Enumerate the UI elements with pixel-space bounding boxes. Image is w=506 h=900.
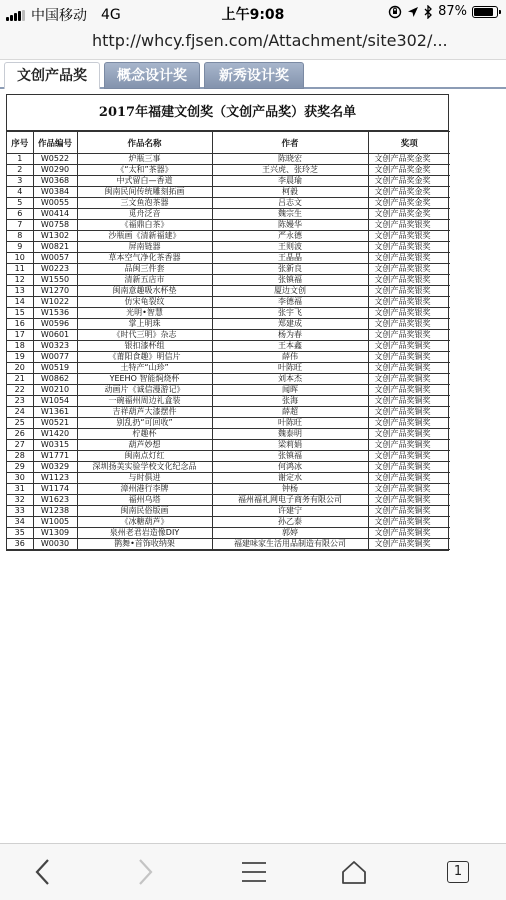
cell-author: 王兴虎、张玲芝 — [212, 165, 368, 176]
cell-index: 1 — [7, 154, 33, 165]
cell-award: 文创产品奖金奖 — [368, 209, 450, 220]
cell-author: 严永德 — [212, 231, 368, 242]
cell-index: 27 — [7, 440, 33, 451]
cell-work-id: W0522 — [33, 154, 77, 165]
cell-work-id: W1054 — [33, 396, 77, 407]
network-label: 4G — [101, 7, 121, 23]
cell-work-name: 草本空气净化茶香器 — [77, 253, 212, 264]
cell-award: 文创产品奖银奖 — [368, 275, 450, 286]
cell-index: 35 — [7, 528, 33, 539]
cell-author: 郭婷 — [212, 528, 368, 539]
table-row — [7, 429, 450, 440]
cell-author: 许建宁 — [212, 506, 368, 517]
header-work-id: 作品编号 — [33, 132, 77, 154]
cell-work-name: 深圳扬美实验学校文化纪念品 — [77, 462, 212, 473]
cell-work-name: 三文鱼泡茶器 — [77, 198, 212, 209]
battery-icon — [472, 6, 498, 18]
cell-work-id: W0315 — [33, 440, 77, 451]
table-row — [7, 341, 450, 352]
cell-award: 文创产品奖铜奖 — [368, 451, 450, 462]
cell-work-name: 漳州港行李牌 — [77, 484, 212, 495]
status-bar — [0, 0, 506, 26]
cell-index: 8 — [7, 231, 33, 242]
table-row — [7, 484, 450, 495]
cell-work-id: W1420 — [33, 429, 77, 440]
cell-index: 16 — [7, 319, 33, 330]
cell-work-id: W1309 — [33, 528, 77, 539]
cell-work-name: 动画片《诚信漫游记》 — [77, 385, 212, 396]
cell-author: 福州福礼网电子商务有限公司 — [212, 495, 368, 506]
forward-icon — [138, 858, 154, 886]
cell-award: 文创产品奖银奖 — [368, 297, 450, 308]
cell-index: 23 — [7, 396, 33, 407]
home-button[interactable] — [336, 856, 372, 888]
header-award: 奖项 — [368, 132, 450, 154]
cell-award: 文创产品奖铜奖 — [368, 517, 450, 528]
cell-award: 文创产品奖铜奖 — [368, 407, 450, 418]
cell-index: 36 — [7, 539, 33, 550]
cell-author: 刘本杰 — [212, 374, 368, 385]
cell-work-id: W0329 — [33, 462, 77, 473]
cell-work-name: 觅舟泛音 — [77, 209, 212, 220]
cell-work-id: W1361 — [33, 407, 77, 418]
tab-new-talent-design[interactable]: 新秀设计奖 — [204, 62, 304, 89]
cell-index: 25 — [7, 418, 33, 429]
location-icon — [407, 6, 419, 18]
cell-work-id: W0821 — [33, 242, 77, 253]
tabs-button[interactable] — [440, 856, 476, 888]
cell-author: 薛超 — [212, 407, 368, 418]
cell-author: 王则波 — [212, 242, 368, 253]
menu-button[interactable] — [236, 856, 272, 888]
site-tab-bar — [0, 61, 506, 89]
cell-author: 王本鑫 — [212, 341, 368, 352]
table-row — [7, 297, 450, 308]
cell-author: 张镇福 — [212, 451, 368, 462]
cell-work-name: 鹊舞•首饰收纳架 — [77, 539, 212, 550]
cell-work-id: W0519 — [33, 363, 77, 374]
cell-index: 22 — [7, 385, 33, 396]
cell-work-name: 银扣漆杯组 — [77, 341, 212, 352]
cell-index: 14 — [7, 297, 33, 308]
table-row — [7, 154, 450, 165]
cell-index: 2 — [7, 165, 33, 176]
table-row — [7, 209, 450, 220]
cell-work-id: W1123 — [33, 473, 77, 484]
clock: 上午9:08 — [221, 7, 285, 23]
table-row — [7, 253, 450, 264]
cell-work-name: 品闽三件套 — [77, 264, 212, 275]
cell-award: 文创产品奖银奖 — [368, 330, 450, 341]
table-row — [7, 495, 450, 506]
cell-award: 文创产品奖银奖 — [368, 231, 450, 242]
table-row — [7, 462, 450, 473]
cell-work-id: W0521 — [33, 418, 77, 429]
cell-work-id: W0758 — [33, 220, 77, 231]
cell-award: 文创产品奖铜奖 — [368, 484, 450, 495]
bluetooth-icon — [424, 5, 433, 19]
cell-index: 28 — [7, 451, 33, 462]
table-row — [7, 528, 450, 539]
cell-award: 文创产品奖铜奖 — [368, 462, 450, 473]
browser-toolbar — [0, 843, 506, 900]
cell-author: 郑建成 — [212, 319, 368, 330]
cell-work-name: 泉州老君岩造像DIY — [77, 528, 212, 539]
cell-author: 孙乙泰 — [212, 517, 368, 528]
table-row — [7, 517, 450, 528]
cell-award: 文创产品奖铜奖 — [368, 539, 450, 550]
table-row — [7, 242, 450, 253]
cell-work-id: W0055 — [33, 198, 77, 209]
cell-work-id: W0210 — [33, 385, 77, 396]
cell-index: 19 — [7, 352, 33, 363]
cell-work-name: 闽南意趣吸水杯垫 — [77, 286, 212, 297]
cell-index: 9 — [7, 242, 33, 253]
table-body — [7, 154, 450, 550]
cell-index: 6 — [7, 209, 33, 220]
menu-icon — [241, 861, 267, 883]
table-row — [7, 451, 450, 462]
cell-work-id: W1238 — [33, 506, 77, 517]
cell-index: 18 — [7, 341, 33, 352]
cell-work-id: W1550 — [33, 275, 77, 286]
cell-work-name: YEEHO 智能焖烧杯 — [77, 374, 212, 385]
cell-award: 文创产品奖银奖 — [368, 220, 450, 231]
cell-award: 文创产品奖金奖 — [368, 187, 450, 198]
cell-author: 王晶晶 — [212, 253, 368, 264]
cell-author: 陈嫚华 — [212, 220, 368, 231]
cell-index: 10 — [7, 253, 33, 264]
cell-author: 厦边文创 — [212, 286, 368, 297]
cell-index: 3 — [7, 176, 33, 187]
table-row — [7, 407, 450, 418]
cell-work-id: W1536 — [33, 308, 77, 319]
header-index: 序号 — [7, 132, 33, 154]
table-row — [7, 187, 450, 198]
cell-index: 21 — [7, 374, 33, 385]
table-row — [7, 176, 450, 187]
cell-index: 12 — [7, 275, 33, 286]
cell-author: 李德福 — [212, 297, 368, 308]
cell-index: 24 — [7, 407, 33, 418]
cell-work-id: W0057 — [33, 253, 77, 264]
cell-work-name: 中式留白—香道 — [77, 176, 212, 187]
cell-work-name: 光明•智慧 — [77, 308, 212, 319]
cell-author: 张海 — [212, 396, 368, 407]
cell-author: 叶陈旺 — [212, 418, 368, 429]
cell-work-name: 葫芦妙想 — [77, 440, 212, 451]
cell-work-name: 《“太和”茶器》 — [77, 165, 212, 176]
cell-work-name: 闽南民间传统雕刻拓画 — [77, 187, 212, 198]
cell-award: 文创产品奖铜奖 — [368, 396, 450, 407]
cell-award: 文创产品奖铜奖 — [368, 495, 450, 506]
cell-work-name: 仿宋龟裂纹 — [77, 297, 212, 308]
orientation-lock-icon — [388, 5, 402, 19]
cell-award: 文创产品奖铜奖 — [368, 352, 450, 363]
cell-author: 魏宗生 — [212, 209, 368, 220]
cell-award: 文创产品奖银奖 — [368, 242, 450, 253]
cell-work-id: W1022 — [33, 297, 77, 308]
cell-index: 13 — [7, 286, 33, 297]
cell-award: 文创产品奖银奖 — [368, 286, 450, 297]
cell-award: 文创产品奖银奖 — [368, 253, 450, 264]
cell-work-id: W0223 — [33, 264, 77, 275]
table-row — [7, 418, 450, 429]
cell-work-id: W0601 — [33, 330, 77, 341]
cell-award: 文创产品奖铜奖 — [368, 374, 450, 385]
table-row — [7, 363, 450, 374]
table-row — [7, 374, 450, 385]
cell-work-name: 《福鼎白茶》 — [77, 220, 212, 231]
cell-work-id: W0862 — [33, 374, 77, 385]
cell-award: 文创产品奖金奖 — [368, 198, 450, 209]
cell-author: 李晨瑜 — [212, 176, 368, 187]
cell-award: 文创产品奖银奖 — [368, 319, 450, 330]
cell-award: 文创产品奖铜奖 — [368, 418, 450, 429]
cell-award: 文创产品奖金奖 — [368, 176, 450, 187]
cell-work-id: W1270 — [33, 286, 77, 297]
cell-work-name: 柠趣杯 — [77, 429, 212, 440]
cell-work-name: 福州乌塔 — [77, 495, 212, 506]
cell-work-name: 屏南链器 — [77, 242, 212, 253]
battery-percent: 87% — [438, 4, 467, 19]
cell-award: 文创产品奖铜奖 — [368, 528, 450, 539]
cell-index: 32 — [7, 495, 33, 506]
table-row — [7, 352, 450, 363]
tab-concept-design[interactable]: 概念设计奖 — [104, 62, 200, 89]
table-row — [7, 473, 450, 484]
cell-work-name: 《冰糖葫芦》 — [77, 517, 212, 528]
cell-index: 11 — [7, 264, 33, 275]
cell-work-id: W0323 — [33, 341, 77, 352]
cell-work-name: 与时俱进 — [77, 473, 212, 484]
cell-work-name: 炉瓶三事 — [77, 154, 212, 165]
url-text[interactable]: http://whcy.fjsen.com/Attachment/site302/... — [92, 31, 448, 50]
cell-work-id: W0414 — [33, 209, 77, 220]
header-author: 作者 — [212, 132, 368, 154]
cell-work-name: 沙瓶画《清新福建》 — [77, 231, 212, 242]
tab-wenchuang-product[interactable]: 文创产品奖 — [4, 62, 100, 89]
table-row — [7, 539, 450, 550]
status-right — [388, 4, 498, 19]
cell-work-id: W0030 — [33, 539, 77, 550]
cell-work-id: W0368 — [33, 176, 77, 187]
table-row — [7, 165, 450, 176]
document-title: 2017年福建文创奖（文创产品奖）获奖名单 — [7, 95, 448, 131]
cell-index: 30 — [7, 473, 33, 484]
cell-author: 陈晓宏 — [212, 154, 368, 165]
cell-index: 17 — [7, 330, 33, 341]
cell-award: 文创产品奖金奖 — [368, 165, 450, 176]
cell-index: 26 — [7, 429, 33, 440]
cell-work-id: W0384 — [33, 187, 77, 198]
award-table — [7, 131, 450, 550]
table-header-row — [7, 132, 450, 154]
table-row — [7, 308, 450, 319]
cell-work-id: W1174 — [33, 484, 77, 495]
cell-author: 张新良 — [212, 264, 368, 275]
cell-author: 吕志文 — [212, 198, 368, 209]
cell-award: 文创产品奖铜奖 — [368, 440, 450, 451]
cell-work-id: W1302 — [33, 231, 77, 242]
cell-index: 7 — [7, 220, 33, 231]
address-bar[interactable] — [0, 26, 506, 60]
table-row — [7, 198, 450, 209]
cell-work-id: W0596 — [33, 319, 77, 330]
cell-work-id: W0290 — [33, 165, 77, 176]
cell-author: 谢定水 — [212, 473, 368, 484]
cell-work-name: 一碗福州周边礼盒装 — [77, 396, 212, 407]
table-row — [7, 440, 450, 451]
cell-work-name: 闽南点灯红 — [77, 451, 212, 462]
cell-work-name: 掌上明珠 — [77, 319, 212, 330]
table-row — [7, 286, 450, 297]
cell-work-name: 闽南民俗版画 — [77, 506, 212, 517]
home-icon — [341, 859, 367, 885]
cell-author: 张宇飞 — [212, 308, 368, 319]
cell-award: 文创产品奖铜奖 — [368, 506, 450, 517]
table-row — [7, 231, 450, 242]
cell-author: 张镇福 — [212, 275, 368, 286]
table-row — [7, 220, 450, 231]
cell-index: 34 — [7, 517, 33, 528]
cell-work-name: 别乱扔“可回收” — [77, 418, 212, 429]
table-row — [7, 319, 450, 330]
cell-author: 柯毅 — [212, 187, 368, 198]
cell-author: 叶陈旺 — [212, 363, 368, 374]
cell-index: 4 — [7, 187, 33, 198]
cell-author: 魏泰明 — [212, 429, 368, 440]
cell-work-name: 《莆阳食趣》明信片 — [77, 352, 212, 363]
table-row — [7, 506, 450, 517]
cell-work-id: W0077 — [33, 352, 77, 363]
cell-index: 20 — [7, 363, 33, 374]
cell-work-name: 土特产“山珍” — [77, 363, 212, 374]
cell-award: 文创产品奖铜奖 — [368, 429, 450, 440]
cell-index: 33 — [7, 506, 33, 517]
table-row — [7, 264, 450, 275]
cell-work-name: 清新五店市 — [77, 275, 212, 286]
cell-index: 31 — [7, 484, 33, 495]
cell-author: 福建味家生活用品制造有限公司 — [212, 539, 368, 550]
forward-button[interactable] — [128, 856, 164, 888]
cell-work-id: W1771 — [33, 451, 77, 462]
cell-author: 何鸿冰 — [212, 462, 368, 473]
carrier-label: 中国移动 — [31, 8, 87, 24]
cell-award: 文创产品奖铜奖 — [368, 341, 450, 352]
cell-work-name: 《时代三明》杂志 — [77, 330, 212, 341]
cell-award: 文创产品奖金奖 — [368, 154, 450, 165]
back-icon — [34, 858, 50, 886]
cell-author: 薛伟 — [212, 352, 368, 363]
award-document — [6, 94, 449, 551]
table-row — [7, 330, 450, 341]
cell-author: 钟杨 — [212, 484, 368, 495]
cell-author: 闻晖 — [212, 385, 368, 396]
cell-award: 文创产品奖铜奖 — [368, 385, 450, 396]
cell-index: 5 — [7, 198, 33, 209]
cell-index: 15 — [7, 308, 33, 319]
header-work-name: 作品名称 — [77, 132, 212, 154]
cell-author: 杨为春 — [212, 330, 368, 341]
cell-work-id: W1005 — [33, 517, 77, 528]
cell-award: 文创产品奖银奖 — [368, 264, 450, 275]
cell-award: 文创产品奖银奖 — [368, 308, 450, 319]
cell-work-id: W1623 — [33, 495, 77, 506]
table-row — [7, 396, 450, 407]
cell-award: 文创产品奖铜奖 — [368, 363, 450, 374]
table-row — [7, 385, 450, 396]
cell-index: 29 — [7, 462, 33, 473]
table-row — [7, 275, 450, 286]
tabs-icon: 1 — [447, 861, 469, 883]
back-button[interactable] — [24, 856, 60, 888]
cell-award: 文创产品奖铜奖 — [368, 473, 450, 484]
cell-author: 梁莉娟 — [212, 440, 368, 451]
cell-work-name: 吉祥葫芦大漆摆件 — [77, 407, 212, 418]
